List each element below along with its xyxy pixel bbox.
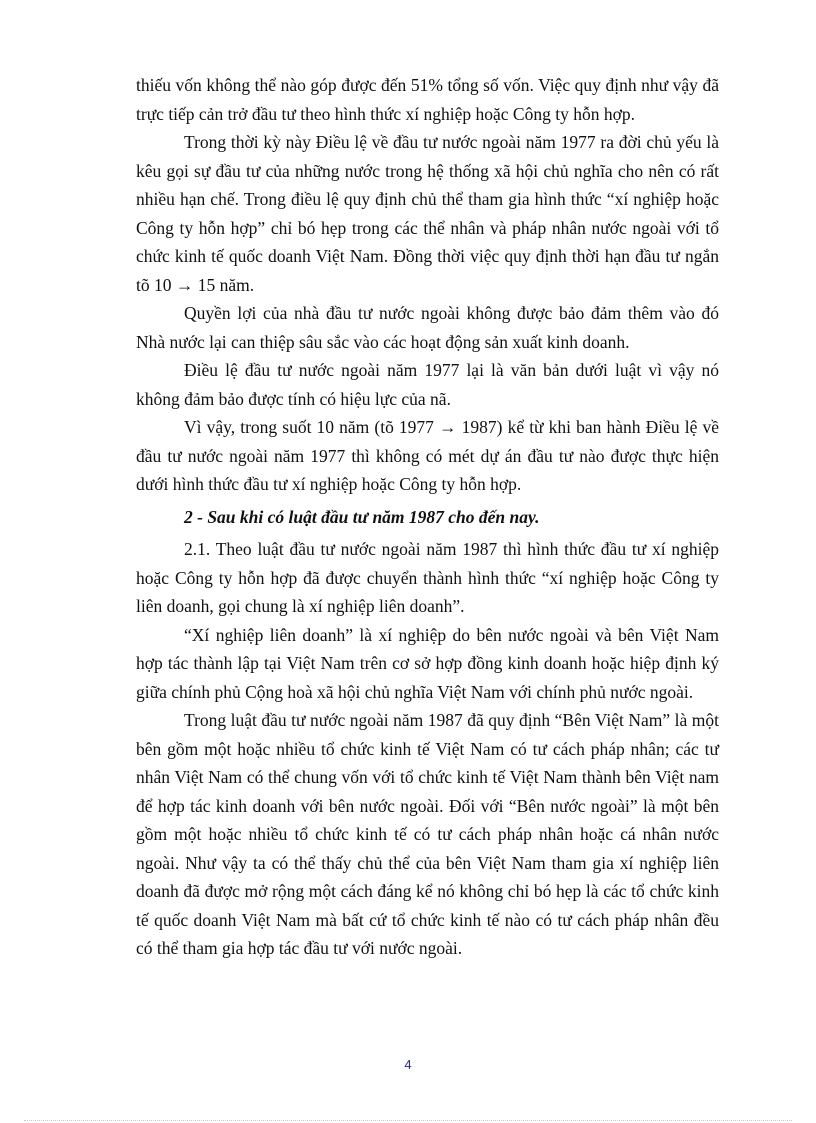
paragraph: Vì vậy, trong suốt 10 năm (tõ 1977 → 1987) kể từ khi ban hành Điều lệ về đầu tư nước ngoài năm 1977 thì không có mét dự án đầu tư nào được thực hiện dưới hình thức đầu tư xí nghiệp hoặc Công ty hỗn hợp. <box>136 417 719 494</box>
paragraph: “Xí nghiệp liên doanh” là xí nghiệp do bên nước ngoài và bên Việt Nam hợp tác thành lập tại Việt Nam trên cơ sở hợp đồng kinh doanh hoặc hiệp định ký giữa chính phủ Cộng hoà xã hội chủ nghĩa Việt Nam với chính phủ nước ngoài. <box>136 624 719 702</box>
paragraph: Trong luật đầu tư nước ngoài năm 1987 đã quy định “Bên Việt Nam” là một bên gồm một hoặc nhiều tổ chức kinh tế Việt Nam có tư cách pháp nhân; các tư nhân Việt Nam có thể chung vốn với tổ chức kinh tế Việt Nam thành bên Việt nam để hợp tác kinh doanh với bên nước ngoài. Đối với “Bên nước ngoài” là một bên gồm một hoặc nhiều tổ chức kinh tế có tư cách pháp nhân hoặc cá nhân nước ngoài. Như vậy ta có thể thấy chủ thể của bên Việt Nam tham gia xí nghiệp liên doanh đã được mở rộng một cách đáng kể nó không chỉ bó hẹp là các tổ chức kinh tế quốc doanh Việt Nam mà bất cứ tổ chức kinh tế nào có tư cách pháp nhân đều có thể tham gia hợp tác đầu tư với nước ngoài. <box>136 710 719 958</box>
page-number: 4 <box>404 1057 412 1072</box>
page-body <box>136 71 719 963</box>
paragraph: 2.1. Theo luật đầu tư nước ngoài năm 1987 thì hình thức đầu tư xí nghiệp hoặc Công ty hỗn hợp đã được chuyển thành hình thức “xí nghiệp hoặc Công ty liên doanh, gọi chung là xí nghiệp liên doanh”. <box>136 539 719 616</box>
paragraph: Quyền lợi của nhà đầu tư nước ngoài không được bảo đảm thêm vào đó Nhà nước lại can thiệp sâu sắc vào các hoạt động sản xuất kinh doanh. <box>136 303 719 352</box>
paragraph: Điều lệ đầu tư nước ngoài năm 1977 lại là văn bản dưới luật vì vậy nó không đảm bảo được tính có hiệu lực của nã. <box>136 360 719 409</box>
paragraph: Trong thời kỳ này Điều lệ về đầu tư nước ngoài năm 1977 ra đời chủ yếu là kêu gọi sự đầu tư của những nước trong hệ thống xã hội chủ nghĩa cho nên có rất nhiều hạn chế. Trong điều lệ quy định chủ thể tham gia hình thức “xí nghiệp hoặc Công ty hỗn hợp” chỉ bó hẹp trong các thể nhân và pháp nhân nước ngoài với tổ chức kinh tế quốc doanh Việt Nam. Đồng thời việc quy định thời hạn đầu tư ngắn tõ 10 → 15 năm. <box>136 132 719 295</box>
paragraph: thiếu vốn không thể nào góp được đến 51% tổng số vốn. Việc quy định như vậy đã trực tiếp cản trở đầu tư theo hình thức xí nghiệp hoặc Công ty hỗn hợp. <box>136 75 719 124</box>
page-bottom-divider <box>24 1120 792 1121</box>
section-heading: 2 - Sau khi có luật đầu tư năm 1987 cho đến nay. <box>184 506 540 527</box>
